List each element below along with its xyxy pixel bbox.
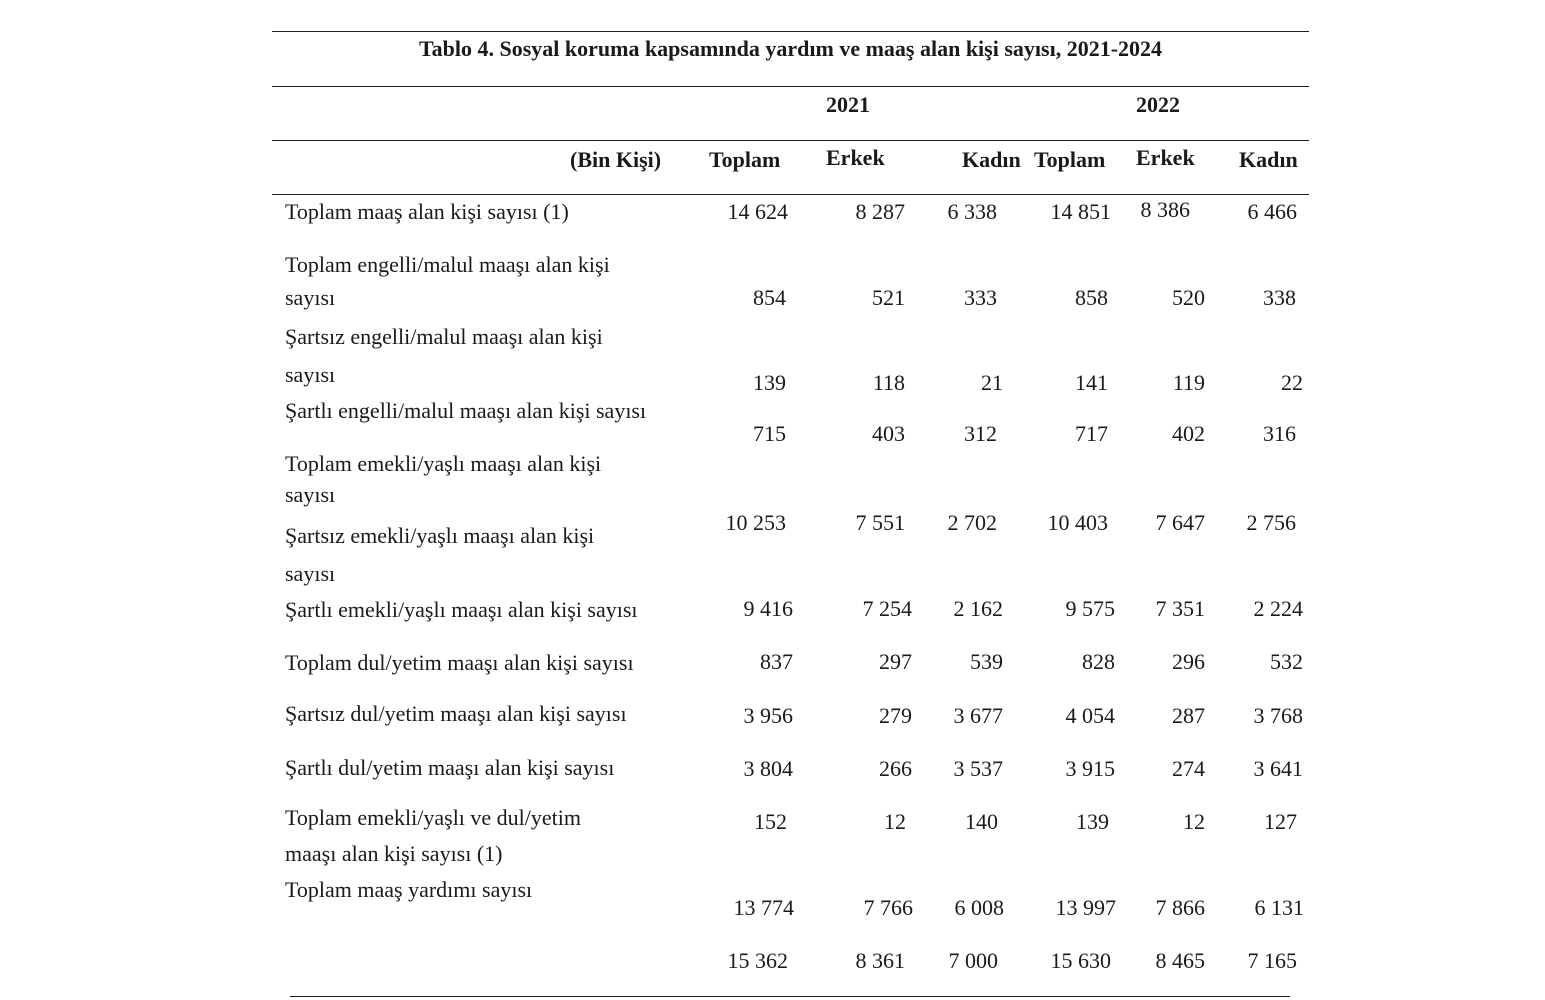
table-cell: 2 224 <box>1253 596 1303 621</box>
table-cell: 8 287 <box>855 199 905 224</box>
table-cell: 402 <box>1172 421 1205 446</box>
table-cell: 7 254 <box>862 596 912 621</box>
table-cell: 3 537 <box>953 756 1003 781</box>
table-cell: 141 <box>1075 370 1108 395</box>
title-rule <box>272 86 1309 87</box>
table-cell: 403 <box>872 421 905 446</box>
table-cell: 3 641 <box>1253 756 1303 781</box>
table-cell: 3 956 <box>743 703 793 728</box>
col-header-kadin-2022: Kadın <box>1239 147 1298 172</box>
table-cell: 8 465 <box>1155 948 1205 973</box>
row-label: Şartsız emekli/yaşlı maaşı alan kişi <box>285 523 595 548</box>
table-cell: 6 131 <box>1254 895 1304 920</box>
table-cell: 3 915 <box>1065 756 1115 781</box>
header-rule <box>272 194 1309 195</box>
table-cell: 6 008 <box>954 895 1004 920</box>
col-header-erkek-2021: Erkek <box>826 145 885 170</box>
table-cell: 13 997 <box>1055 895 1116 920</box>
table-cell: 7 000 <box>948 948 998 973</box>
col-header-erkek-2022: Erkek <box>1136 145 1195 170</box>
table-cell: 15 630 <box>1050 948 1111 973</box>
table-cell: 13 774 <box>733 895 794 920</box>
table-cell: 858 <box>1075 285 1108 310</box>
table-cell: 12 <box>884 809 906 834</box>
table-cell: 119 <box>1172 370 1205 395</box>
row-label: sayısı <box>285 561 336 586</box>
row-label: Toplam maaş yardımı sayısı <box>285 877 533 902</box>
table-cell: 12 <box>1183 809 1205 834</box>
table-cell: 7 647 <box>1155 510 1205 535</box>
table-cell: 266 <box>879 756 912 781</box>
row-label: Şartsız engelli/malul maaşı alan kişi <box>285 324 603 349</box>
table-cell: 274 <box>1172 756 1205 781</box>
year-header-2022: 2022 <box>1136 92 1180 117</box>
table-cell: 139 <box>753 370 786 395</box>
table-cell: 21 <box>981 370 1003 395</box>
table-cell: 9 575 <box>1065 596 1115 621</box>
table-title: Tablo 4. Sosyal koruma kapsamında yardım ve maaş alan kişi sayısı, 2021-2024 <box>418 36 1163 61</box>
table-cell: 338 <box>1263 285 1296 310</box>
table-cell: 140 <box>965 809 998 834</box>
row-label: Toplam dul/yetim maaşı alan kişi sayısı <box>285 650 634 675</box>
unit-label: (Bin Kişi) <box>570 147 662 172</box>
table-cell: 312 <box>964 421 997 446</box>
row-label: maaşı alan kişi sayısı (1) <box>285 841 503 866</box>
table-cell: 7 551 <box>855 510 905 535</box>
table-cell: 532 <box>1270 649 1303 674</box>
table-cell: 3 768 <box>1253 703 1303 728</box>
table-cell: 9 416 <box>743 596 793 621</box>
year-rule <box>272 140 1309 141</box>
row-label: sayısı <box>285 362 336 387</box>
row-label: Şartsız dul/yetim maaşı alan kişi sayısı <box>285 701 627 726</box>
col-header-toplam-2021: Toplam <box>709 147 781 172</box>
row-label: Şartlı engelli/malul maaşı alan kişi sayısı <box>285 398 647 423</box>
table-cell: 287 <box>1172 703 1205 728</box>
row-label: Şartlı emekli/yaşlı maaşı alan kişi sayısı <box>285 597 638 622</box>
table-cell: 520 <box>1172 285 1205 310</box>
table-cell: 8 386 <box>1140 197 1190 222</box>
row-label: Toplam emekli/yaşlı maaşı alan kişi <box>285 451 602 476</box>
table-cell: 7 165 <box>1247 948 1297 973</box>
table-cell: 10 403 <box>1047 510 1108 535</box>
table-cell: 152 <box>754 809 787 834</box>
table-cell: 8 361 <box>855 948 905 973</box>
table-cell: 6 338 <box>947 199 997 224</box>
table-cell: 2 756 <box>1246 510 1296 535</box>
table-cell: 14 624 <box>727 199 788 224</box>
table-cell: 854 <box>753 285 786 310</box>
table-cell: 715 <box>753 421 786 446</box>
year-header-2021: 2021 <box>826 92 870 117</box>
table-cell: 118 <box>872 370 905 395</box>
table-cell: 333 <box>964 285 997 310</box>
table-cell: 6 466 <box>1247 199 1297 224</box>
row-label: Toplam engelli/malul maaşı alan kişi <box>285 252 610 277</box>
row-label: sayısı <box>285 482 336 507</box>
row-label: Şartlı dul/yetim maaşı alan kişi sayısı <box>285 755 615 780</box>
col-header-toplam-2022: Toplam <box>1034 147 1106 172</box>
table-cell: 2 162 <box>953 596 1003 621</box>
row-label: Toplam emekli/yaşlı ve dul/yetim <box>285 805 582 830</box>
table-cell: 7 866 <box>1155 895 1205 920</box>
table-cell: 297 <box>879 649 912 674</box>
table-cell: 22 <box>1281 370 1303 395</box>
table-cell: 14 851 <box>1050 199 1111 224</box>
table-cell: 539 <box>970 649 1003 674</box>
table-cell: 127 <box>1264 809 1297 834</box>
table-cell: 279 <box>879 703 912 728</box>
bottom-rule <box>290 996 1290 997</box>
row-label: sayısı <box>285 285 336 310</box>
table-cell: 4 054 <box>1065 703 1115 728</box>
table-cell: 7 766 <box>863 895 913 920</box>
row-label: Toplam maaş alan kişi sayısı (1) <box>285 199 569 224</box>
table-cell: 717 <box>1075 421 1108 446</box>
table-cell: 10 253 <box>725 510 786 535</box>
table-cell: 296 <box>1172 649 1205 674</box>
table-cell: 3 804 <box>743 756 793 781</box>
table-cell: 837 <box>760 649 793 674</box>
table-cell: 15 362 <box>727 948 788 973</box>
col-header-kadin-2021: Kadın <box>962 147 1021 172</box>
table-cell: 7 351 <box>1155 596 1205 621</box>
table-cell: 3 677 <box>953 703 1003 728</box>
table-cell: 828 <box>1082 649 1115 674</box>
table-cell: 139 <box>1076 809 1109 834</box>
top-rule <box>272 31 1309 32</box>
table-cell: 521 <box>872 285 905 310</box>
table-cell: 2 702 <box>947 510 997 535</box>
table-cell: 316 <box>1263 421 1296 446</box>
